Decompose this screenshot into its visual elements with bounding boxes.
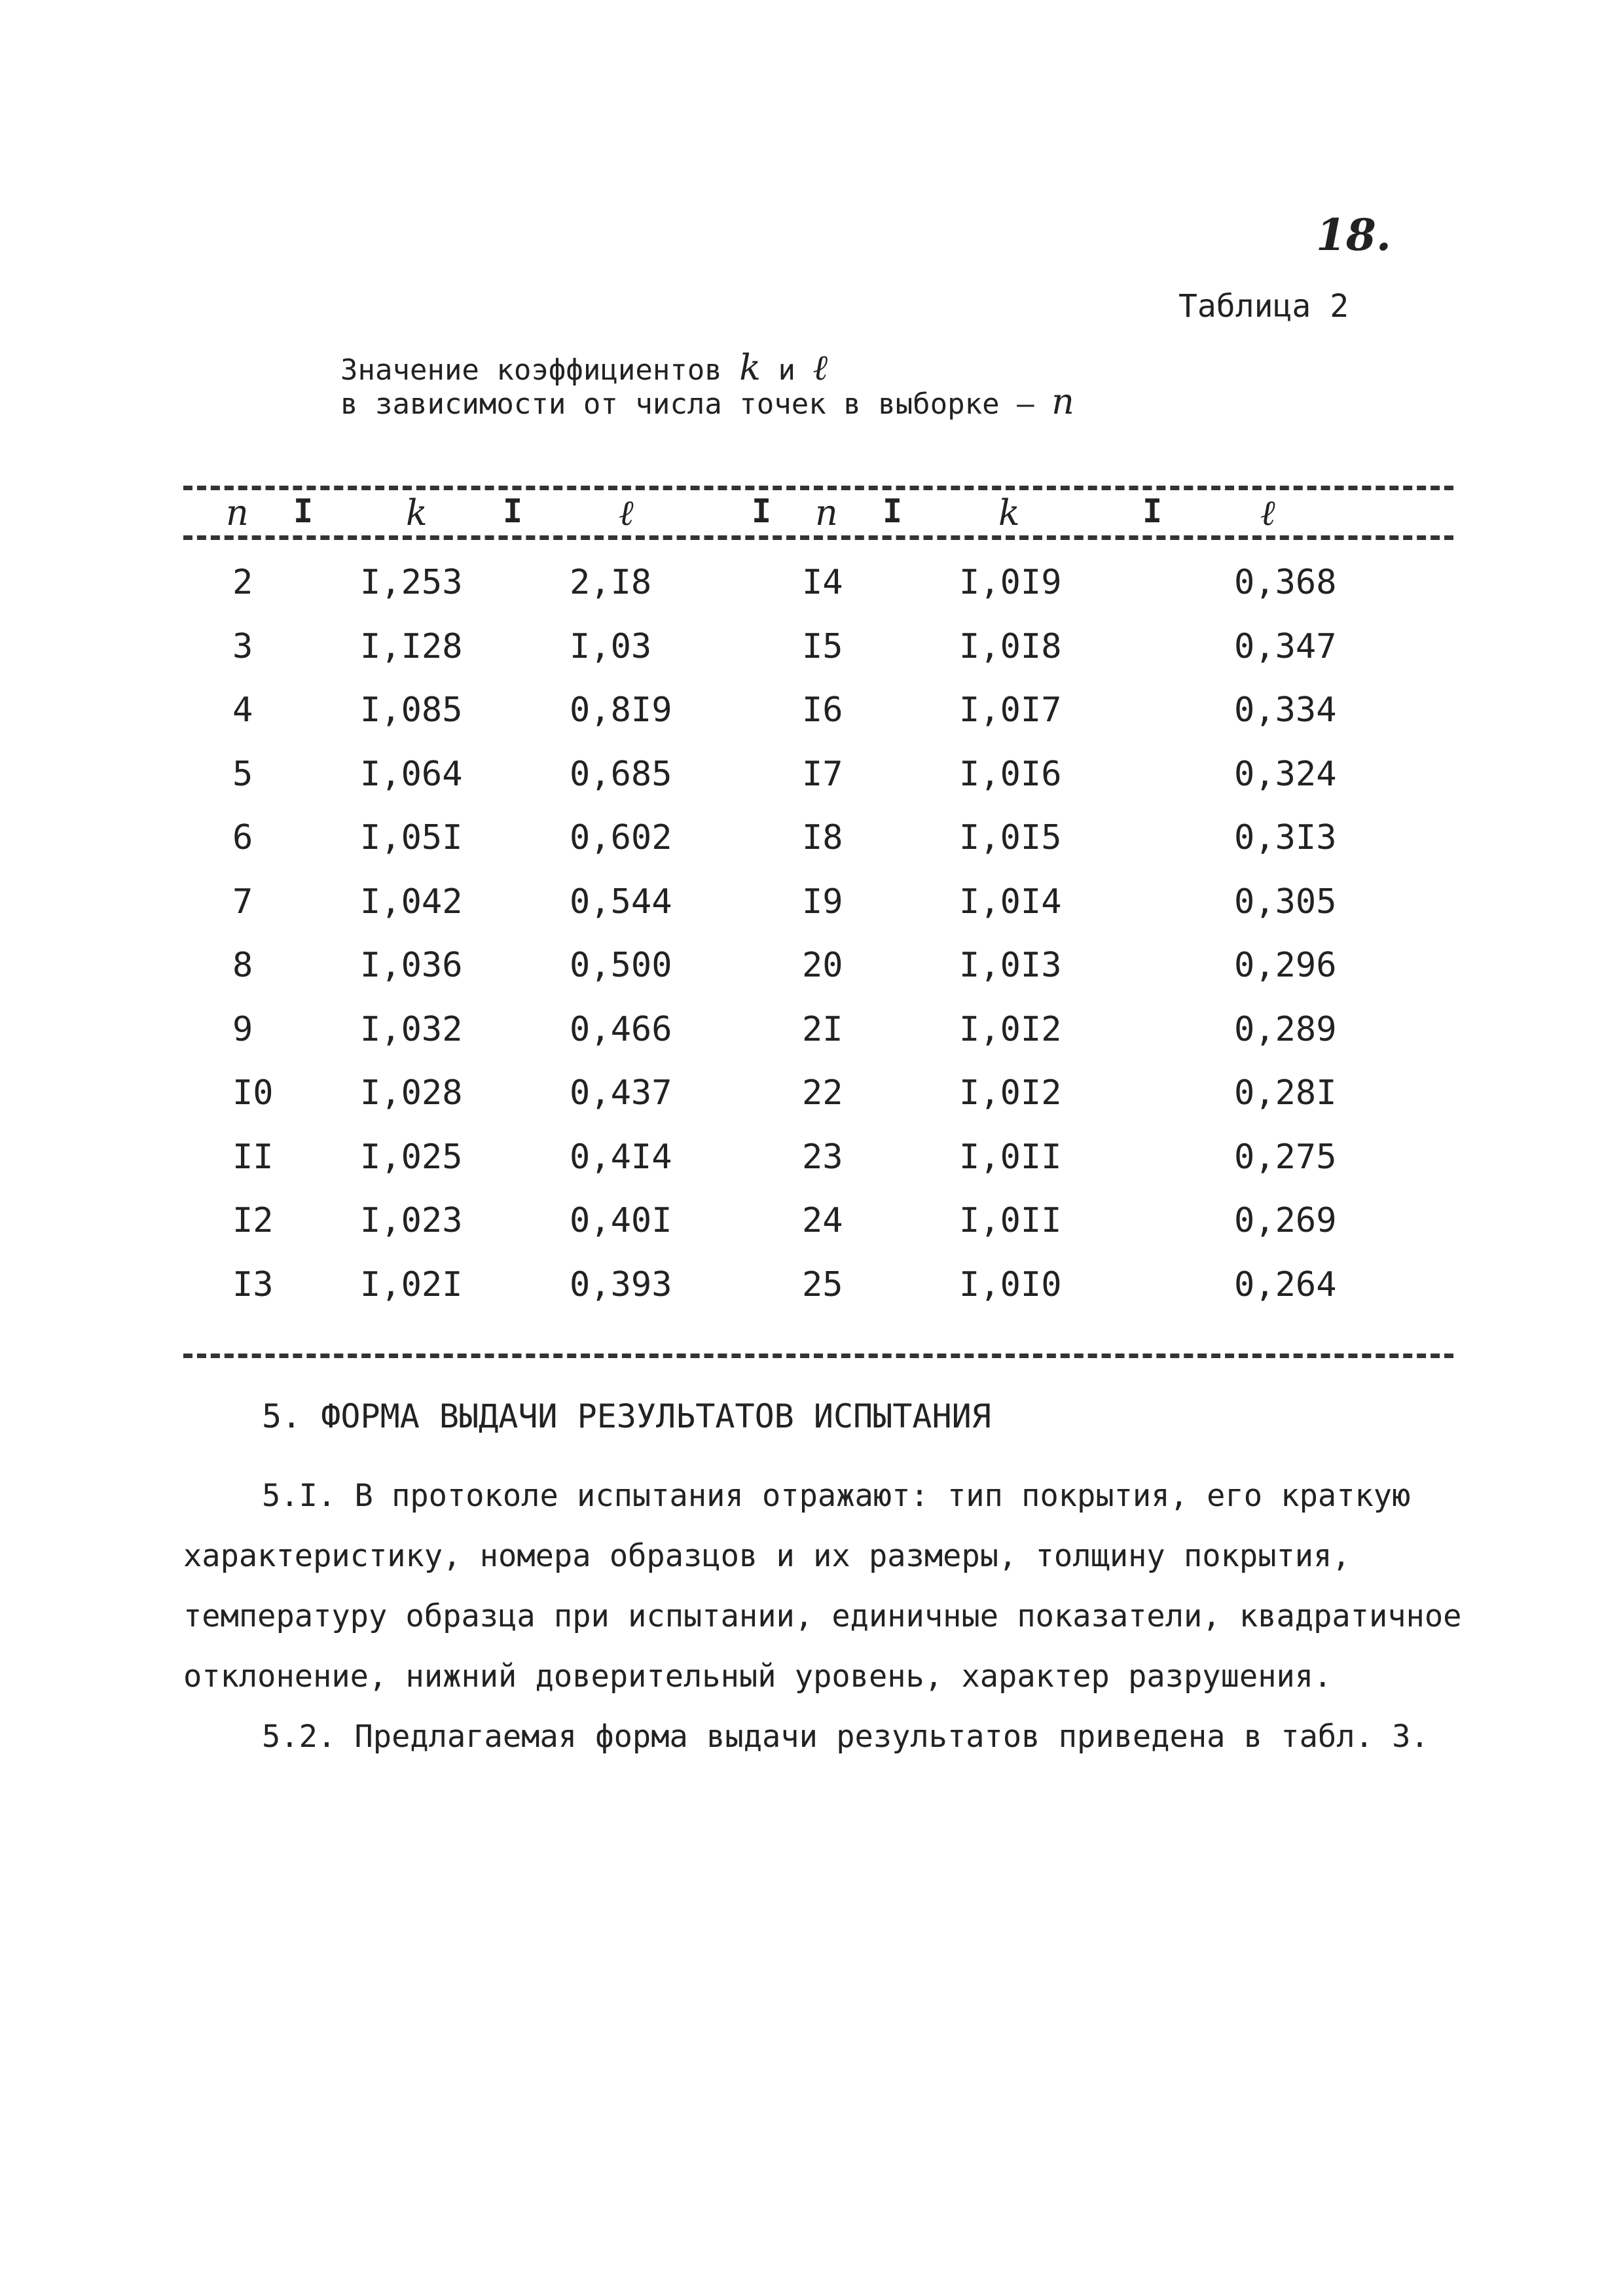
cell-l: 0,269 (1234, 1201, 1337, 1240)
cell-n: 22 (802, 1073, 843, 1113)
table-bottom-rule (183, 1354, 1453, 1358)
cell-n: I2 (232, 1201, 274, 1240)
cell-k: I,0I4 (959, 882, 1062, 922)
cell-k: I,0I8 (959, 627, 1062, 666)
cell-l: 0,28I (1234, 1073, 1337, 1113)
cell-l: 0,8I9 (570, 691, 672, 730)
table-top-rule (183, 486, 1453, 490)
cell-k: I,0II (959, 1138, 1062, 1177)
cell-n: I8 (802, 818, 843, 857)
cell-l: 0,368 (1234, 563, 1337, 602)
cell-n: 25 (802, 1265, 843, 1304)
cell-l: 0,466 (570, 1010, 672, 1049)
cell-l: 0,324 (1234, 755, 1337, 794)
cell-k: I,064 (360, 755, 463, 794)
paragraph-5-1 (183, 1466, 1467, 1707)
header-n-right: n (815, 492, 838, 533)
cell-l: 0,334 (1234, 691, 1337, 730)
header-l-left: ℓ (619, 492, 634, 533)
table-label: Таблица 2 (1178, 288, 1349, 325)
table-caption-line-2 (340, 381, 1074, 422)
section-title: 5. ФОРМА ВЫДАЧИ РЕЗУЛЬТАТОВ ИСПЫТАНИЯ (262, 1397, 991, 1435)
cell-n: I6 (802, 691, 843, 730)
caption-conjunction: и (778, 353, 796, 387)
cell-n: 23 (802, 1138, 843, 1177)
paragraph-text: 5.I. В протоколе испытания отражают: тип покрытия, его краткую характеристику, номера образцов и их размеры, толщину покрытия, температуру образца при испытании, единичные показатели, квадратичное отклонение, нижний доверительный уровень, характер разрушения. (183, 1478, 1462, 1695)
cell-l: 0,40I (570, 1201, 672, 1240)
column-separator: I (503, 492, 523, 530)
cell-k: I,0I7 (959, 691, 1062, 730)
column-separator: I (1142, 492, 1163, 530)
cell-n: I0 (232, 1073, 274, 1113)
cell-k: I,028 (360, 1073, 463, 1113)
caption-text: в зависимости от числа точек в выборке – (340, 387, 1034, 421)
cell-k: I,025 (360, 1138, 463, 1177)
header-k-left: k (406, 492, 428, 533)
cell-l: 0,275 (1234, 1138, 1337, 1177)
column-separator: I (883, 492, 903, 530)
cell-k: I,0I3 (959, 946, 1062, 985)
cell-l: 0,500 (570, 946, 672, 985)
column-separator: I (752, 492, 772, 530)
cell-k: I,05I (360, 818, 463, 857)
header-l-right: ℓ (1260, 492, 1275, 533)
cell-k: I,0I2 (959, 1010, 1062, 1049)
symbol-n: n (1051, 381, 1074, 422)
cell-n: 2 (232, 563, 253, 602)
cell-l: 0,264 (1234, 1265, 1337, 1304)
cell-k: I,253 (360, 563, 463, 602)
cell-n: I3 (232, 1265, 274, 1304)
cell-n: 4 (232, 691, 253, 730)
cell-l: 0,393 (570, 1265, 672, 1304)
cell-l: 0,437 (570, 1073, 672, 1113)
cell-k: I,I28 (360, 627, 463, 666)
cell-n: I7 (802, 755, 843, 794)
cell-k: I,0I9 (959, 563, 1062, 602)
cell-l: 0,3I3 (1234, 818, 1337, 857)
cell-l: 0,4I4 (570, 1138, 672, 1177)
cell-l: 0,347 (1234, 627, 1337, 666)
cell-k: I,0I5 (959, 818, 1062, 857)
header-n-left: n (226, 492, 249, 533)
cell-l: 0,685 (570, 755, 672, 794)
cell-k: I,023 (360, 1201, 463, 1240)
cell-l: 0,544 (570, 882, 672, 922)
cell-n: 2I (802, 1010, 843, 1049)
table-header-rule (183, 535, 1453, 540)
header-k-right: k (998, 492, 1020, 533)
cell-n: 6 (232, 818, 253, 857)
cell-n: 20 (802, 946, 843, 985)
cell-n: 8 (232, 946, 253, 985)
cell-n: 24 (802, 1201, 843, 1240)
cell-k: I,085 (360, 691, 463, 730)
paragraph-5-2 (183, 1707, 1467, 1767)
paragraph-text: 5.2. Предлагаемая форма выдачи результатов приведена в табл. 3. (262, 1719, 1429, 1755)
cell-k: I,0I6 (959, 755, 1062, 794)
cell-n: 7 (232, 882, 253, 922)
cell-k: I,0I0 (959, 1265, 1062, 1304)
cell-n: I9 (802, 882, 843, 922)
cell-k: I,02I (360, 1265, 463, 1304)
cell-l: I,03 (570, 627, 652, 666)
page-number: 18. (1316, 209, 1391, 260)
cell-k: I,0I2 (959, 1073, 1062, 1113)
cell-n: I4 (802, 563, 843, 602)
symbol-l: ℓ (812, 347, 828, 388)
cell-n: 3 (232, 627, 253, 666)
cell-l: 0,289 (1234, 1010, 1337, 1049)
cell-l: 0,602 (570, 818, 672, 857)
cell-n: I5 (802, 627, 843, 666)
cell-l: 2,I8 (570, 563, 652, 602)
cell-k: I,036 (360, 946, 463, 985)
cell-l: 0,296 (1234, 946, 1337, 985)
cell-k: I,0II (959, 1201, 1062, 1240)
cell-n: 9 (232, 1010, 253, 1049)
cell-l: 0,305 (1234, 882, 1337, 922)
cell-k: I,032 (360, 1010, 463, 1049)
caption-text: Значение коэффициентов (340, 353, 722, 387)
cell-k: I,042 (360, 882, 463, 922)
symbol-k: k (739, 347, 761, 388)
cell-n: II (232, 1138, 274, 1177)
cell-n: 5 (232, 755, 253, 794)
column-separator: I (293, 492, 314, 530)
